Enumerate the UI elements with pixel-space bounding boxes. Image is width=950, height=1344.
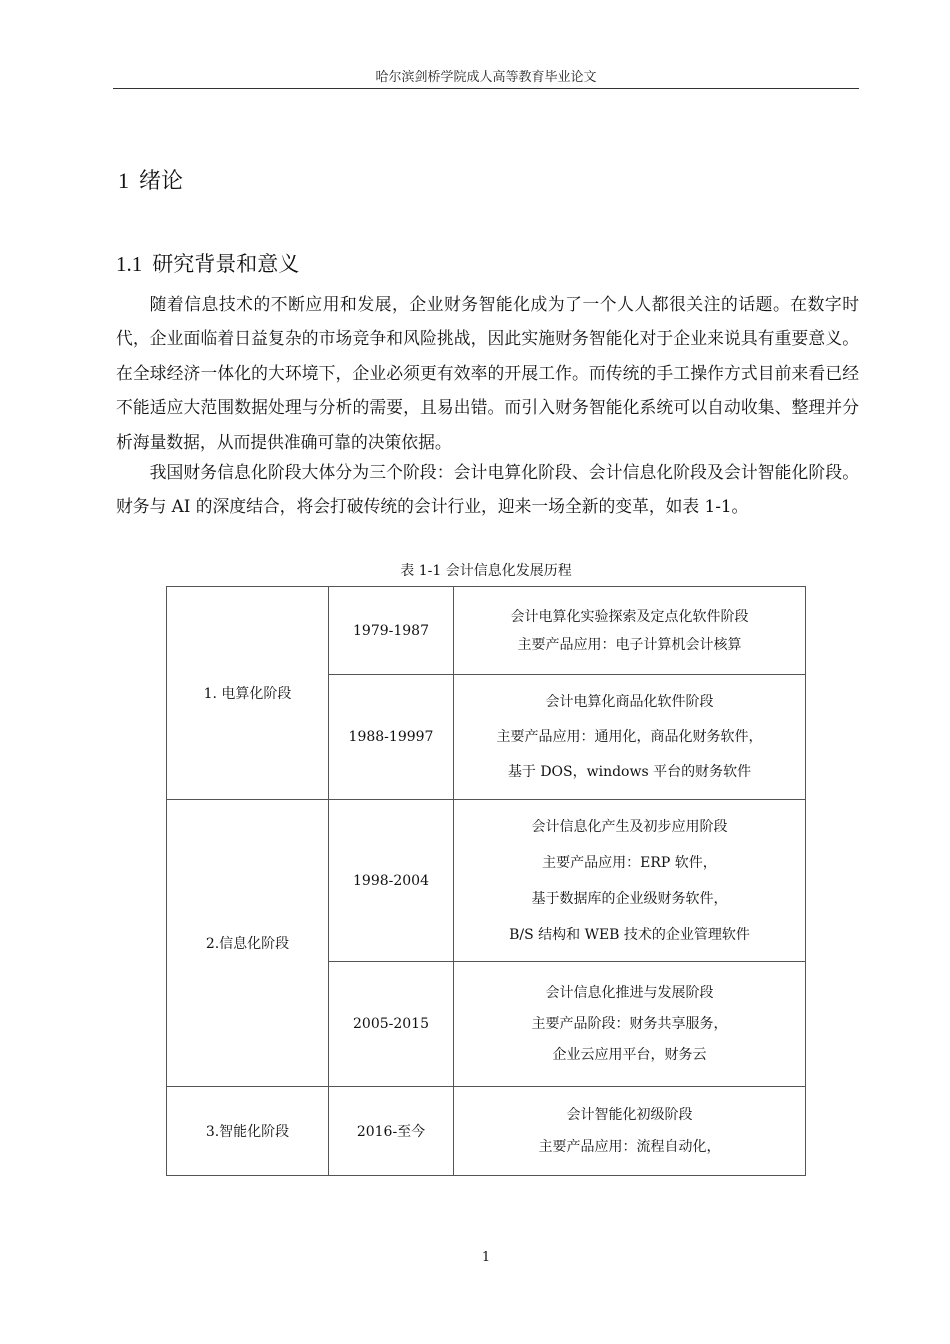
- description-line: 会计信息化产生及初步应用阶段: [531, 818, 728, 835]
- chapter-heading: [118, 164, 183, 195]
- description-line: 主要产品阶段：财务共享服务，: [531, 1015, 728, 1032]
- description-cell: [454, 800, 806, 962]
- description-line: 基于数据库的企业级财务软件，: [531, 890, 728, 907]
- period-cell: 1998-2004: [329, 800, 454, 962]
- table-row: [167, 800, 806, 962]
- description-line: 会计电算化商品化软件阶段: [545, 693, 714, 710]
- description-line: 会计信息化推进与发展阶段: [545, 984, 714, 1001]
- description-line: 主要产品应用：流程自动化，: [538, 1139, 721, 1155]
- chapter-title: 绪论: [139, 169, 184, 194]
- section-title: 研究背景和意义: [152, 252, 300, 276]
- body-paragraph: 随着信息技术的不断应用和发展，企业财务智能化成为了一个人人都很关注的话题。在数字时代，企业面临着日益复杂的市场竞争和风险挑战，因此实施财务智能化对于企业来说具有重要意义。在全球经济一体化的大环境下，企业必须更有效率的开展工作。而传统的手工操作方式目前来看已经不能适应大范围数据处理与分析的需要，且易出错。而引入财务智能化系统可以自动收集、整理并分析海量数据，从而提供准确可靠的决策依据。: [116, 294, 859, 452]
- page-header: 哈尔滨剑桥学院成人高等教育毕业论文: [375, 70, 597, 85]
- description-line: 主要产品应用：通用化，商品化财务软件，: [496, 728, 763, 745]
- section-number: 1.1: [116, 252, 143, 276]
- chapter-number: 1: [118, 168, 129, 193]
- description-line: 基于 DOS，windows 平台的财务软件: [507, 763, 752, 780]
- period-cell: 1979-1987: [329, 587, 454, 675]
- description-line: 企业云应用平台，财务云: [552, 1046, 707, 1063]
- description-line: B/S 结构和 WEB 技术的企业管理软件: [509, 926, 750, 943]
- stage-cell: 1. 电算化阶段: [167, 587, 329, 800]
- description-line: 会计电算化实验探索及定点化软件阶段: [510, 608, 749, 625]
- table-row: [167, 587, 806, 675]
- description-line: 主要产品应用：电子计算机会计核算: [517, 636, 742, 653]
- description-cell: [454, 962, 806, 1087]
- stage-cell: 3.智能化阶段: [167, 1087, 329, 1176]
- description-line: 会计智能化初级阶段: [566, 1107, 693, 1123]
- stage-cell: 2.信息化阶段: [167, 800, 329, 1087]
- table-caption: 表 1-1 会计信息化发展历程: [400, 563, 572, 579]
- description-cell: [454, 587, 806, 675]
- table-row: [167, 1087, 806, 1176]
- description-cell: [454, 1087, 806, 1176]
- period-cell: 2005-2015: [329, 962, 454, 1087]
- page-number: 1: [481, 1250, 491, 1265]
- development-table: [166, 586, 806, 1176]
- section-heading: [116, 248, 299, 278]
- description-line: 主要产品应用：ERP 软件，: [542, 854, 717, 871]
- period-cell: 2016-至今: [329, 1087, 454, 1176]
- period-cell: 1988-19997: [329, 675, 454, 800]
- header-divider: [113, 88, 859, 89]
- body-paragraph: 我国财务信息化阶段大体分为三个阶段：会计电算化阶段、会计信息化阶段及会计智能化阶段。财务与 AI 的深度结合，将会打破传统的会计行业，迎来一场全新的变革，如表 1-1。: [116, 462, 859, 517]
- description-cell: [454, 675, 806, 800]
